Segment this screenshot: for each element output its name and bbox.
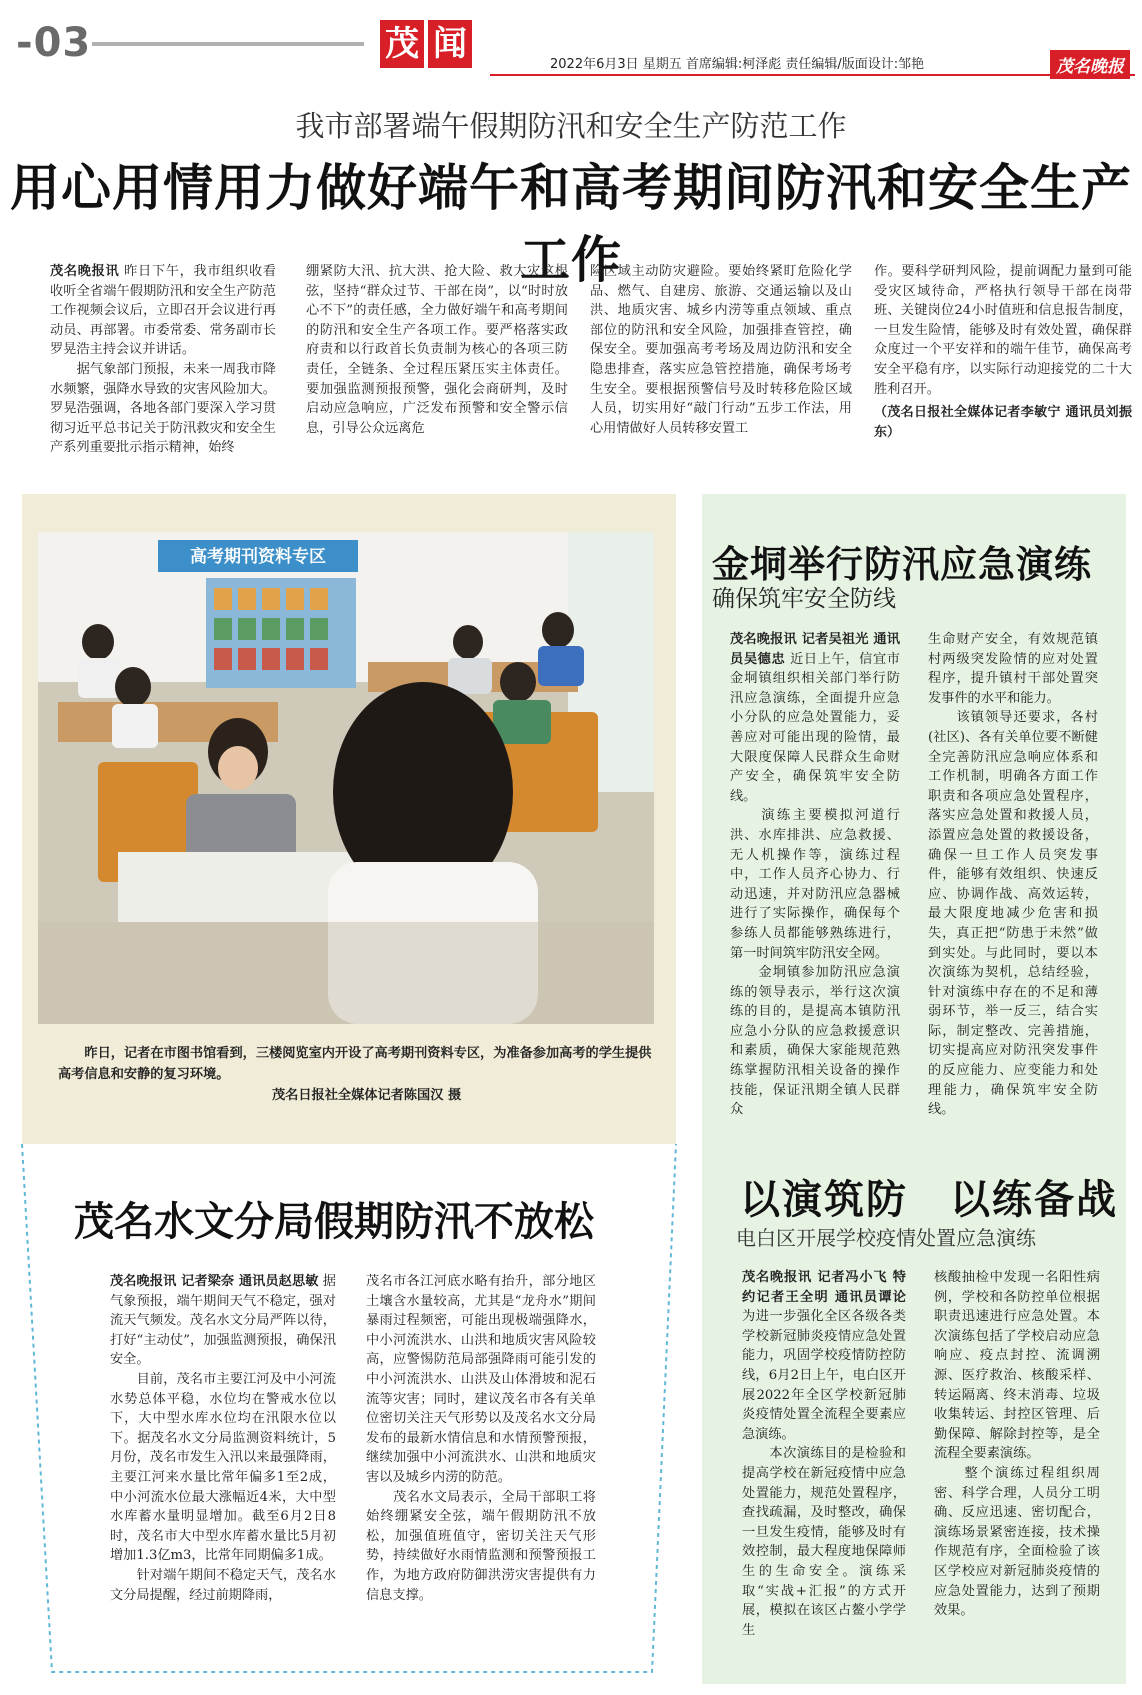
water-byline: 茂名晚报讯 记者梁奈 通讯员赵思敏	[110, 1274, 319, 1289]
water-headline: 茂名水文分局假期防汛不放松	[74, 1199, 594, 1245]
lead-byline: 茂名晚报讯	[50, 264, 120, 279]
photo-caption-text: 昨日，记者在市图书馆看到，三楼阅览室内开设了高考期刊资料专区，为准备参加高考的学生提供高考信息和安静的复习环境。	[58, 1046, 652, 1082]
library-scene-image	[38, 532, 654, 1024]
header-rule	[92, 42, 364, 46]
jindong-col1-text: 近日上午，信宜市金垌镇组织相关部门举行防汛应急演练，全面提升应急小分队的应急处置能力，妥善应对可能出现的险情，最大限度保障人民群众生命财产安全，确保筑牢安全防线。 演练主要模拟河道行洪、水库排洪、应急救援、无人机操作等，演练过程中，工作人员齐心协力、行动迅速，并对防汛应急器械进行了实际操作，确保每个参练人员都能够熟练进行，第一时间筑牢防汛安全网。 金垌镇参加防汛应急演练的领导表示，举行这次演练的目的，是提高本镇防汛应急小分队的应急救援意识和素质，确保大家能规范熟练掌握防汛相关设备的操作技能，保证汛期全镇人民群众	[730, 651, 900, 1118]
lead-column-4	[874, 262, 1132, 442]
photo-sign-text: 高考期刊资料专区	[190, 547, 326, 567]
header-info: 2022年6月3日 星期五 首席编辑:柯泽彪 责任编辑/版面设计:邹艳	[550, 57, 925, 72]
library-photo	[38, 532, 654, 1024]
jindong-byline: 茂名晚报讯 记者吴祖光 通讯员吴德忠	[730, 632, 900, 667]
dianbai-byline: 茂名晚报讯 记者冯小飞 特约记者王全明 通讯员谭论	[742, 1270, 906, 1305]
dianbai-subtitle: 电白区开展学校疫情处置应急演练	[736, 1226, 1036, 1250]
lead-col4-text: 作。要科学研判风险，提前调配力量到可能受灾区域待命，严格执行领导干部在岗带班、关键岗位24小时值班和信息报告制度，一旦发生险情，能够及时有效处置，确保群众度过一个平安祥和的端午佳节，确保高考安全平稳有序，以实际行动迎接党的二十大胜利召开。	[874, 264, 1132, 397]
jindong-column-2	[928, 630, 1098, 1120]
lead-column-1	[50, 262, 276, 458]
water-col2-text: 茂名市各江河底水略有抬升，部分地区土壤含水量较高，尤其是“龙舟水”期间暴雨过程频密，可能出现极端强降水，中小河流洪水、山洪和地质灾害风险较高，应警惕防范局部强降雨可能引发的中小河流洪水、山洪及山体滑坡和泥石流等灾害；同时，建议茂名市各有关单位密切关注天气形势以及茂名水文分局发布的最新水情信息和水情预警预报，继续加强中小河流洪水、山洪和地质灾害以及城乡内涝的防范。 茂名水文局表示，全局干部职工将始终绷紧安全弦，端午假期防汛不放松，加强值班值守，密切关注天气形势，持续做好水雨情监测和预警预报工作，为地方政府防御洪涝灾害提供有力信息支撑。	[366, 1274, 596, 1603]
header-info-bar	[490, 56, 1135, 76]
lead-col2-text: 绷紧防大汛、抗大洪、抢大险、救大灾这根弦，坚持“群众过节、干部在岗”，以“时时放心不下”的责任感，全力做好端午和高考期间的防汛和安全生产各项工作。要严格落实政府责和以行政首长负责制为核心的各项三防责任，全链条、全过程压紧压实主体责任。要加强监测预报预警，强化会商研判，及时启动应急响应，广泛发布预警和安全警示信息，引导公众远离危	[306, 264, 568, 436]
dianbai-col1-text: 为进一步强化全区各级各类学校新冠肺炎疫情应急处置能力，巩固学校疫情防控防线，6月2日上午，电白区开展2022年全区学校新冠肺炎疫情处置全流程全要素应急演练。 本次演练目的是检验和提高学校在新冠疫情中应急处置能力，规范处置程序，查找疏漏，及时整改，确保一旦发生疫情，能够及时有效控制，最大程度地保障师生的生命安全。演练采取“实战+汇报”的方式开展，模拟在该区占鳌小学学生	[742, 1309, 906, 1638]
dianbai-column-1	[742, 1268, 906, 1640]
lead-column-3	[590, 262, 852, 438]
lead-col3-text: 险区域主动防灾避险。要始终紧盯危险化学品、燃气、自建房、旅游、交通运输以及山洪、地质灾害、城乡内涝等重点领域、重点部位的防汛和安全风险，加强排查管控，确保安全。要加强高考考场及周边防汛和安全隐患排查，落实应急管控措施，确保考场考生安全。要根据预警信号及时转移危险区域人员，切实用好“敲门行动”五步工作法，用心用情做好人员转移安置工	[590, 264, 852, 436]
section-char-1: 茂	[380, 20, 424, 68]
lead-credit: （茂名日报社全媒体记者李敏宁 通讯员刘振东）	[874, 405, 1132, 440]
jindong-column-1	[730, 630, 900, 1120]
photo-caption	[58, 1043, 658, 1106]
lead-subtitle: 我市部署端午假期防汛和安全生产防范工作	[295, 109, 847, 143]
page-number: -03	[16, 20, 92, 66]
masthead-logo: 茂名晚报	[1050, 50, 1130, 79]
dianbai-column-2	[934, 1268, 1100, 1621]
jindong-col2-text: 生命财产安全，有效规范镇村两级突发险情的应对处置程序，提升镇村干部处置突发事件的水平和能力。 该镇领导还要求，各村(社区)、各有关单位要不断健全完善防汛应急响应体系和工作机制，明确各方面工作职责和各项应急处置程序，落实应急处置和救援人员，添置应急处置的救援设备，确保一旦工作人员突发事件，能够有效组织、快速反应、协调作战、高效运转，最大限度地减少危害和损失，真正把“防患于未然”做到实处。与此同时，要以本次演练为契机，总结经验，针对演练中存在的不足和薄弱环节，举一反三，结合实际，制定整改、完善措施，切实提高应对防汛突发事件的反应能力、应变能力和处理能力，确保筑牢安全防线。	[928, 632, 1098, 1118]
dianbai-col2-text: 核酸抽检中发现一名阳性病例，学校和各防控单位根据职责迅速进行应急处置。本次演练包括了学校启动应急响应、疫点封控、流调溯源、医疗救治、核酸采样、转运隔离、终末消毒、垃圾收集转运、封控区管理、后勤保障、解除封控等，是全流程全要素演练。 整个演练过程组织周密、科学合理，人员分工明确、反应迅速、密切配合，演练场景紧密连接，技术操作规范有序，全面检验了该区学校应对新冠肺炎疫情的应急处置能力，达到了预期效果。	[934, 1270, 1100, 1619]
lead-headline: 用心用情用力做好端午和高考期间防汛和安全生产工作	[10, 159, 1132, 289]
lead-column-2	[306, 262, 568, 438]
dianbai-headline: 以演筑防 以练备战	[740, 1177, 1118, 1223]
jindong-subtitle: 确保筑牢安全防线	[712, 586, 896, 612]
water-col1-text: 据气象预报，端午期间天气不稳定，强对流天气频发。茂名水文分局严阵以待，打好“主动仗”，加强监测预报，确保汛安全。 目前，茂名市主要江河及中小河流水势总体平稳，水位均在警戒水位以下，大中型水库水位均在汛限水位以下。据茂名水文分局监测资料统计，5月份，茂名市发生入汛以来最强降雨，主要江河来水量比常年偏多1至2成，中小河流水位最大涨幅近4米，大中型水库蓄水量明显增加。截至6月2日8时，茂名市大中型水库蓄水量比5月初增加1.3亿m3，比常年同期偏多1成。 针对端午期间不稳定天气，茂名水文分局提醒，经过前期降雨，	[110, 1274, 336, 1603]
water-column-2	[366, 1272, 596, 1605]
section-label	[380, 20, 474, 76]
photo-credit: 茂名日报社全媒体记者陈国汉 摄	[272, 1088, 462, 1103]
jindong-headline: 金垌举行防汛应急演练	[712, 543, 1092, 586]
lead-col1-text: 昨日下午，我市组织收看收听全省端午假期防汛和安全生产防范工作视频会议后，立即召开会议进行再动员、再部署。市委常委、常务副市长罗晃浩主持会议并讲话。 据气象部门预报，未来一周我市降水频繁，强降水导致的灾害风险加大。罗晃浩强调，各地各部门要深入学习贯彻习近平总书记关于防汛救灾和安全生产系列重要批示指示精神，始终	[50, 264, 276, 456]
water-column-1	[110, 1272, 336, 1605]
section-char-2: 闻	[428, 20, 472, 68]
